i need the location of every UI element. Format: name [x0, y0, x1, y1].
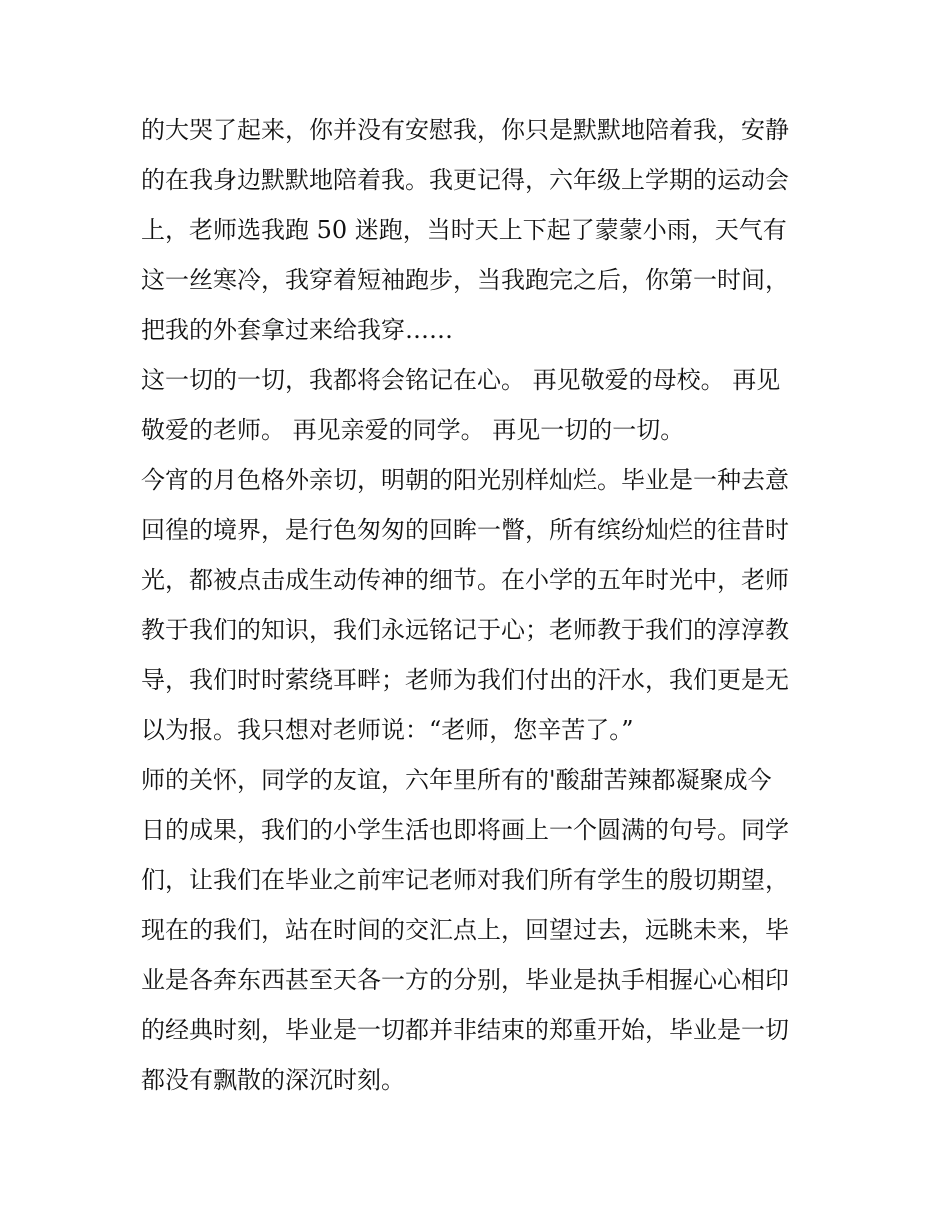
- text-line: 们，让我们在毕业之前牢记老师对我们所有学生的殷切期望，: [141, 866, 789, 894]
- text-line: 业是各奔东西甚至天各一方的分别，毕业是执手相握心心相印: [141, 966, 789, 994]
- text-line: 这一切的一切，我都将会铭记在心。 再见敬爱的母校。 再见: [141, 366, 781, 394]
- text-line: 的大哭了起来，你并没有安慰我，你只是默默地陪着我，安静: [141, 116, 789, 144]
- text-line: 的在我身边默默地陪着我。我更记得，六年级上学期的运动会: [141, 166, 789, 194]
- text-line: 以为报。我只想对老师说：“老师，您辛苦了。”: [141, 716, 634, 744]
- text-line: 这一丝寒冷，我穿着短袖跑步，当我跑完之后，你第一时间，: [141, 266, 789, 294]
- document-body: [141, 105, 813, 1105]
- text-line: 教于我们的知识，我们永远铭记于心；老师教于我们的淳淳教: [141, 616, 789, 644]
- text-line: 日的成果，我们的小学生活也即将画上一个圆满的句号。同学: [141, 816, 789, 844]
- text-line: 的经典时刻，毕业是一切都并非结束的郑重开始，毕业是一切: [141, 1016, 789, 1044]
- text-line: 敬爱的老师。 再见亲爱的同学。 再见一切的一切。: [141, 416, 685, 444]
- text-line: 回徨的境界，是行色匆匆的回眸一瞥，所有缤纷灿烂的往昔时: [141, 516, 789, 544]
- text-line: 现在的我们，站在时间的交汇点上，回望过去，远眺未来，毕: [141, 916, 789, 944]
- text-line: 师的关怀，同学的友谊，六年里所有的'酸甜苦辣都凝聚成今: [141, 766, 772, 794]
- text-line: 把我的外套拿过来给我穿……: [141, 316, 453, 344]
- text-line: 光，都被点击成生动传神的细节。在小学的五年时光中，老师: [141, 566, 789, 594]
- text-line: 都没有飘散的深沉时刻。: [141, 1066, 405, 1094]
- text-line: 今宵的月色格外亲切，明朝的阳光别样灿烂。毕业是一种去意: [141, 466, 789, 494]
- text-line: 导，我们时时萦绕耳畔；老师为我们付出的汗水，我们更是无: [141, 666, 789, 694]
- text-line: 上，老师选我跑 50 迷跑，当时天上下起了蒙蒙小雨，天气有: [141, 216, 787, 244]
